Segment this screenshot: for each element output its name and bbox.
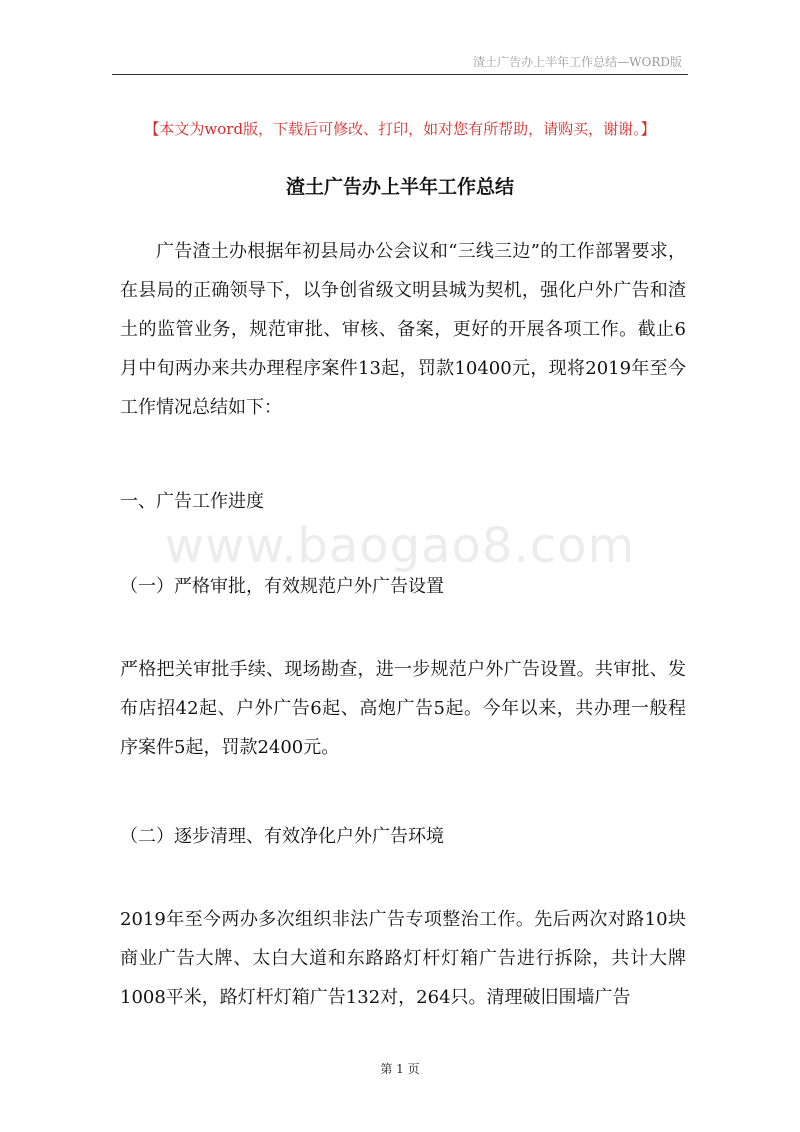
header-divider [112,74,688,75]
site-watermark: www.baogao8.com [164,518,636,574]
running-header: 渣土广告办上半年工作总结—WORD版 [473,55,682,69]
download-notice: 【本文为word版，下载后可修改、打印，如对您有所帮助，请购买，谢谢。】 [144,120,656,138]
document-title: 渣土广告办上半年工作总结 [285,176,514,198]
intro-paragraph: 广告渣土办根据年初县局办公会议和“三线三边”的工作部署要求，在县局的正确领导下，以争创省级文明县城为契机，强化户外广告和渣土的监管业务，规范审批、审核、备案，更好的开展各项工作。截止6月中旬两办来共办理程序案件13起，罚款10400元，现将2019年至今工作情况总结如下： [120,241,686,418]
section-heading-1: 一、广告工作进度 [120,491,264,512]
subsection-heading-1: （一）严格审批，有效规范户外广告设置 [120,576,444,597]
subsection-1-paragraph: 严格把关审批手续、现场勘查，进一步规范户外广告设置。共审批、发布店招42起、户外广告6起、高炮广告5起。今年以来，共办理一般程序案件5起，罚款2400元。 [120,659,686,758]
subsection-2-paragraph: 2019年至今两办多次组织非法广告专项整治工作。先后两次对路10块商业广告大牌、太白大道和东路路灯杆灯箱广告进行拆除，共计大牌1008平米，路灯杆灯箱广告132对，264只。清理破旧围墙广告 [120,909,686,1008]
subsection-heading-2: （二）逐步清理、有效净化户外广告环境 [120,826,444,847]
page-number: 第 1 页 [380,1062,420,1076]
